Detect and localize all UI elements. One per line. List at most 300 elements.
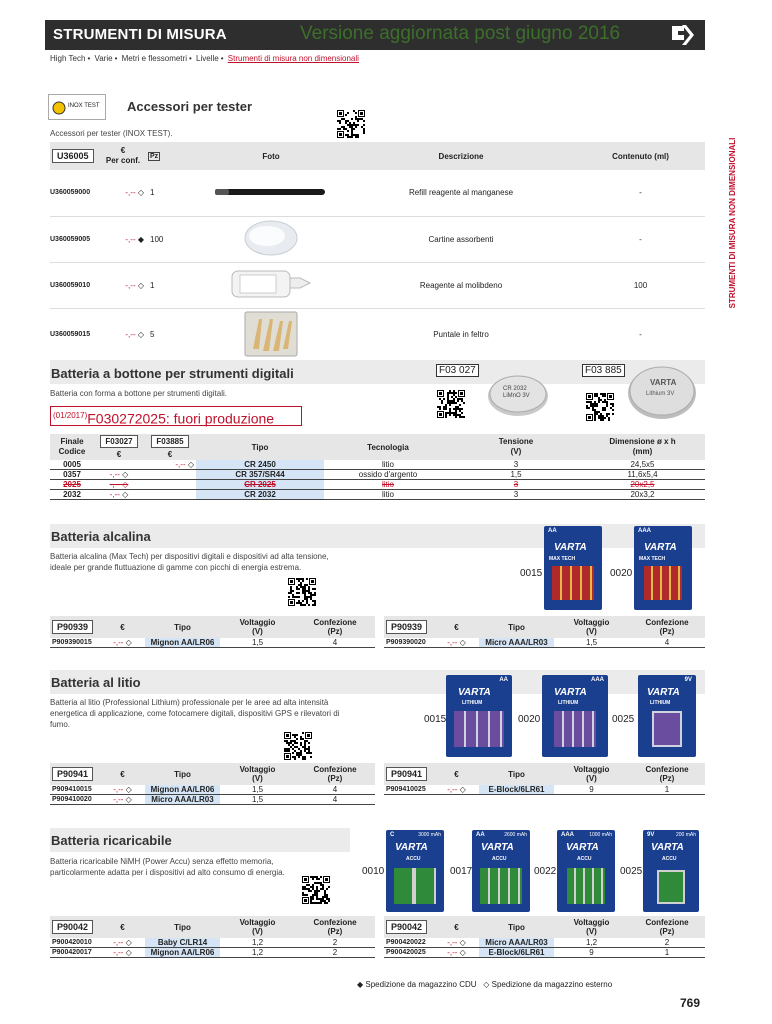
inox-test-logo	[48, 94, 106, 120]
ship-external-icon: ◇	[187, 460, 194, 469]
header-bar	[45, 20, 705, 50]
pack-qty: 4	[295, 638, 375, 648]
header-tipo: Tipo	[145, 916, 220, 938]
ship-external-icon: ◇	[125, 795, 132, 804]
header-euro: €	[100, 916, 145, 938]
pack-brand: VARTA	[481, 842, 514, 853]
varta-lithium-aa-package	[446, 675, 512, 757]
pack-size: AA	[548, 528, 557, 534]
table-row	[50, 490, 705, 500]
pack-qty: 1	[148, 170, 196, 216]
table-code-box: P90939	[52, 620, 93, 634]
header-finale: Finale	[60, 437, 84, 446]
article-code: 0357	[50, 470, 94, 480]
pack-brand: VARTA	[554, 687, 587, 698]
battery-type: Micro AAA/LR03	[145, 795, 220, 805]
batteries-graphic	[454, 711, 504, 747]
ship-external-icon: ◇	[459, 785, 466, 794]
discontinued-date: (01/2017)	[53, 411, 88, 420]
pack-size: 9V	[647, 832, 655, 838]
table-row	[50, 216, 705, 262]
article-code: P909410020	[50, 795, 100, 805]
item-content: -	[576, 170, 705, 216]
felt-tips-photo	[241, 309, 301, 359]
table-litio-2	[384, 763, 705, 795]
qr-code-icon[interactable]	[586, 393, 614, 421]
pack-subtitle: LITHIUM	[462, 700, 483, 706]
price: -,--	[113, 795, 124, 804]
table-row	[384, 638, 705, 648]
header-voltaggio-unit: (V)	[586, 927, 597, 936]
price: -,--	[125, 280, 136, 290]
version-note: Versione aggiornata post giugno 2016	[300, 23, 621, 44]
price: -,--	[447, 638, 458, 647]
batteries-graphic	[554, 711, 596, 747]
pack-qty: 4	[295, 785, 375, 795]
ship-external-icon: ◇	[459, 948, 466, 957]
variant-label: 0020	[610, 568, 633, 579]
pack-qty: 5	[148, 308, 196, 361]
ship-external-icon: ◇	[125, 948, 132, 957]
variant-label: 0022	[534, 866, 557, 877]
ship-external-icon: ◇	[137, 188, 144, 198]
header-dimensione-unit: (mm)	[632, 447, 653, 456]
item-content: -	[576, 308, 705, 361]
button-cell-photo-cr2032	[486, 372, 550, 418]
refill-tube-photo	[211, 186, 331, 198]
table-row	[50, 795, 375, 805]
shipping-legend	[357, 980, 612, 989]
product-image-label: F03 885	[582, 364, 625, 377]
header-euro: €	[120, 146, 126, 155]
price: -,--	[447, 948, 458, 957]
price: -,--	[113, 638, 124, 647]
header-confezione: Confezione	[313, 618, 357, 627]
pack-brand: VARTA	[651, 842, 684, 853]
pack-subtitle: LITHIUM	[650, 700, 671, 706]
header-confezione: Confezione	[313, 765, 357, 774]
header-tipo: Tipo	[479, 916, 554, 938]
header-codice: Codice	[58, 447, 86, 456]
item-description: Puntale in feltro	[346, 308, 576, 361]
section-title-accessori: Accessori per tester	[127, 99, 253, 114]
battery-type: CR 357/SR44	[196, 470, 324, 480]
header-descrizione: Descrizione	[346, 142, 576, 170]
item-description: Refill reagente al manganese	[346, 170, 576, 216]
ship-external-icon: ◇	[122, 480, 129, 489]
header-tecnologia: Tecnologia	[324, 434, 452, 460]
pack-capacity: 3000 mAh	[418, 832, 441, 838]
varta-maxtech-aaa-package	[634, 526, 692, 610]
breadcrumb-item[interactable]: Varie	[94, 54, 113, 63]
pack-capacity: 1000 mAh	[589, 832, 612, 838]
table-row	[384, 948, 705, 958]
battery-technology: ossido d'argento	[324, 470, 452, 480]
section-title-litio: Batteria al litio	[51, 675, 141, 690]
header-contenuto: Contenuto (ml)	[576, 142, 705, 170]
battery-type: Micro AAA/LR03	[479, 638, 554, 648]
side-tab-label: STRUMENTI DI MISURA NON DIMENSIONALI	[728, 137, 737, 309]
ship-external-icon: ◇	[459, 638, 466, 647]
battery-dimension: 20x2,5	[580, 480, 705, 490]
pack-brand: VARTA	[566, 842, 599, 853]
table-row	[50, 170, 705, 216]
battery-voltage: 1,5	[220, 795, 295, 805]
varta-accu-aaa-package	[557, 830, 615, 912]
pack-subtitle: ACCU	[406, 856, 421, 862]
pack-size: C	[390, 832, 395, 838]
battery-voltage: 1,5	[220, 785, 295, 795]
batteries-graphic	[657, 870, 685, 904]
article-code: P909410025	[384, 785, 434, 795]
header-tipo: Tipo	[145, 763, 220, 785]
pack-qty: 2	[629, 938, 705, 948]
table-row	[50, 938, 375, 948]
header-tensione-unit: (V)	[510, 447, 522, 456]
header-confezione-unit: (Pz)	[659, 774, 675, 783]
header-tipo: Tipo	[479, 616, 554, 638]
battery-technology: litio	[324, 480, 452, 490]
article-code: U360059000	[50, 170, 98, 216]
header-voltaggio: Voltaggio	[573, 618, 610, 627]
article-code: P909390015	[50, 638, 100, 648]
header-voltaggio: Voltaggio	[239, 918, 276, 927]
pack-subtitle: MAX TECH	[549, 556, 576, 562]
price: -,--	[125, 330, 136, 339]
legend-esterno: Spedizione da magazzino esterno	[491, 980, 613, 989]
table-code-box: P90042	[386, 920, 427, 934]
header-per-conf: Per conf.	[105, 156, 141, 165]
pack-size: AA	[499, 677, 508, 683]
pack-qty: 2	[295, 938, 375, 948]
qr-code-icon[interactable]	[288, 578, 316, 606]
ship-external-icon: ◇	[125, 638, 132, 647]
table-row	[50, 638, 375, 648]
battery-type: CR 2450	[196, 460, 324, 470]
pack-brand: VARTA	[395, 842, 428, 853]
price	[144, 490, 196, 500]
section-desc-ricaricabile: Batteria ricaricabile NiMH (Power Accu) senza effetto memoria, particolarmente adatta per i dispositivi ad alto consumo di energia.	[50, 857, 285, 877]
price	[94, 460, 144, 470]
legend-cdu: Spedizione da magazzino CDU	[365, 980, 477, 989]
pack-size: AAA	[591, 677, 604, 683]
article-code: U360059005	[50, 216, 98, 262]
table-ricaricabile-2	[384, 916, 705, 958]
header-confezione-unit: (Pz)	[659, 927, 675, 936]
table-bottone	[50, 434, 705, 500]
header-euro: €	[434, 616, 479, 638]
variant-label: 0017	[450, 866, 473, 877]
header-voltaggio-unit: (V)	[586, 774, 597, 783]
breadcrumb: High Tech • Varie • Metri e flessometri • Livelle • Strumenti di misura non dimensionali	[50, 54, 359, 63]
article-code: P900420017	[50, 948, 100, 958]
ship-external-icon: ◇	[122, 490, 129, 499]
header-confezione: Confezione	[313, 918, 357, 927]
header-confezione: Confezione	[645, 765, 689, 774]
price	[144, 480, 196, 490]
price: -,--	[125, 188, 136, 198]
variant-label: 0025	[620, 866, 643, 877]
table-code-box: U36005	[52, 149, 94, 163]
price: -,--	[109, 490, 120, 499]
article-code: U360059015	[50, 308, 98, 361]
battery-type: Baby C/LR14	[145, 938, 220, 948]
article-code: P900420022	[384, 938, 434, 948]
table-code-box: F03027	[100, 435, 137, 448]
header-confezione: Confezione	[645, 918, 689, 927]
table-alcalina-1	[50, 616, 375, 648]
battery-type: Mignon AA/LR06	[145, 638, 220, 648]
table-code-box: P90941	[52, 767, 93, 781]
battery-voltage: 3	[452, 480, 580, 490]
pack-qty: 1	[629, 785, 705, 795]
article-code: 2032	[50, 490, 94, 500]
pack-size: AA	[476, 832, 485, 838]
discontinued-notice	[50, 406, 302, 426]
ship-cdu-icon: ◆	[137, 234, 144, 244]
battery-voltage: 9	[554, 948, 629, 958]
header-tipo: Tipo	[196, 434, 324, 460]
battery-type: CR 2025	[196, 480, 324, 490]
header-confezione: Confezione	[645, 618, 689, 627]
pack-size: AAA	[638, 528, 651, 534]
table-row	[384, 785, 705, 795]
table-ricaricabile-1	[50, 916, 375, 958]
article-code: P900420025	[384, 948, 434, 958]
ship-cdu-icon: ◆	[357, 980, 364, 989]
pack-brand: VARTA	[644, 542, 677, 553]
varta-accu-c-package	[386, 830, 444, 912]
price: -,--	[113, 785, 124, 794]
varta-accu-9v-package	[643, 830, 699, 912]
price: -,--	[113, 948, 124, 957]
batteries-graphic	[652, 711, 682, 747]
pack-brand: VARTA	[458, 687, 491, 698]
table-code-box: P90941	[386, 767, 427, 781]
header-voltaggio-unit: (V)	[252, 627, 263, 636]
table-row	[50, 785, 375, 795]
ship-external-icon: ◇	[125, 938, 132, 947]
header-euro: €	[144, 448, 196, 460]
header-euro: €	[434, 916, 479, 938]
header-euro: €	[434, 763, 479, 785]
section-header-title: STRUMENTI DI MISURA	[53, 26, 227, 43]
absorbent-papers-photo	[241, 218, 301, 258]
section-title-ricaricabile: Batteria ricaricabile	[51, 833, 172, 848]
section-desc-accessori: Accessori per tester (INOX TEST).	[50, 129, 173, 138]
header-voltaggio: Voltaggio	[573, 765, 610, 774]
button-cell-photo-varta	[626, 363, 698, 421]
battery-type: Mignon AA/LR06	[145, 785, 220, 795]
cell-print: LiMnO 3V	[503, 393, 530, 399]
qr-code-icon[interactable]	[302, 876, 330, 904]
header-foto: Foto	[196, 142, 346, 170]
ship-external-icon: ◇	[137, 330, 144, 339]
battery-type: E-Block/6LR61	[479, 948, 554, 958]
pack-capacity: 200 mAh	[675, 832, 696, 838]
battery-technology: litio	[324, 490, 452, 500]
table-row	[50, 470, 705, 480]
varta-maxtech-aa-package	[544, 526, 602, 610]
batteries-graphic	[394, 868, 436, 904]
ship-external-icon: ◇	[122, 470, 129, 479]
varta-lithium-9v-package	[638, 675, 696, 757]
side-tab	[726, 118, 740, 328]
battery-dimension: 20x3,2	[580, 490, 705, 500]
reagent-bottle-photo	[226, 267, 316, 301]
pack-qty: 2	[295, 948, 375, 958]
pack-brand: VARTA	[647, 687, 680, 698]
pack-subtitle: ACCU	[492, 856, 507, 862]
header-voltaggio: Voltaggio	[239, 618, 276, 627]
battery-dimension: 24,5x5	[580, 460, 705, 470]
section-title-bottone: Batteria a bottone per strumenti digitali	[51, 366, 294, 381]
header-euro: €	[94, 448, 144, 460]
table-row-discontinued	[50, 480, 705, 490]
table-row	[384, 938, 705, 948]
page-number: 769	[679, 996, 700, 1010]
article-code: P909410015	[50, 785, 100, 795]
battery-voltage: 3	[452, 490, 580, 500]
header-voltaggio: Voltaggio	[573, 918, 610, 927]
header-confezione-unit: (Pz)	[327, 774, 343, 783]
article-code: P909390020	[384, 638, 434, 648]
price: -,--	[109, 480, 120, 489]
batteries-graphic	[552, 566, 594, 600]
breadcrumb-item[interactable]: High Tech	[50, 54, 86, 63]
item-description: Reagente al molibdeno	[346, 262, 576, 308]
pack-subtitle: LITHIUM	[558, 700, 579, 706]
battery-voltage: 1,2	[220, 948, 295, 958]
table-code-box: P90042	[52, 920, 93, 934]
pack-size: AAA	[561, 832, 574, 838]
variant-label: 0025	[612, 714, 635, 725]
item-description: Cartine assorbenti	[346, 216, 576, 262]
pack-qty: 1	[629, 948, 705, 958]
ship-external-icon: ◇	[459, 938, 466, 947]
pack-qty: 1	[148, 262, 196, 308]
pack-capacity: 2600 mAh	[504, 832, 527, 838]
battery-voltage: 9	[554, 785, 629, 795]
breadcrumb-item[interactable]: Livelle	[196, 54, 219, 63]
section-desc-bottone: Batteria con forma a bottone per strumenti digitali.	[50, 389, 227, 398]
table-litio-1	[50, 763, 375, 805]
price: -,--	[109, 470, 120, 479]
variant-label: 0010	[362, 866, 385, 877]
battery-voltage: 1,5	[452, 470, 580, 480]
pack-subtitle: ACCU	[662, 856, 677, 862]
price: -,--	[447, 938, 458, 947]
pack-size: 9V	[684, 677, 692, 683]
qr-code-icon[interactable]	[437, 390, 465, 418]
product-image-label: F03 027	[436, 364, 479, 377]
pack-qty: 100	[148, 216, 196, 262]
battery-voltage: 3	[452, 460, 580, 470]
header-pz: Pz	[150, 153, 159, 160]
battery-voltage: 1,5	[220, 638, 295, 648]
price	[144, 470, 196, 480]
breadcrumb-current[interactable]: Strumenti di misura non dimensionali	[227, 54, 359, 63]
discontinued-text: F030272025: fuori produzione	[87, 410, 275, 427]
header-tensione: Tensione	[498, 437, 534, 446]
ship-external-icon: ◇	[125, 785, 132, 794]
battery-dimension: 11,6x5,4	[580, 470, 705, 480]
header-euro: €	[100, 616, 145, 638]
cell-print: Lithium 3V	[646, 391, 675, 397]
cell-print: VARTA	[650, 378, 677, 387]
breadcrumb-item[interactable]: Metri e flessometri	[121, 54, 187, 63]
header-euro: €	[100, 763, 145, 785]
varta-lithium-aaa-package	[542, 675, 608, 757]
batteries-graphic	[480, 868, 522, 904]
calipers-logo-icon	[669, 22, 699, 48]
pack-subtitle: ACCU	[577, 856, 592, 862]
header-voltaggio-unit: (V)	[252, 927, 263, 936]
brand-logo-icon	[52, 101, 66, 115]
table-code-box: P90939	[386, 620, 427, 634]
header-dimensione: Dimensione ø x h	[609, 437, 676, 446]
section-desc-litio: Batteria al litio (Professional Lithium) professionale per le aree ad alta intensità energetica di applicazione, come fotocamere digitali, dispositivi GPS e rilevatori di fumo.	[50, 698, 340, 729]
article-code: P900420010	[50, 938, 100, 948]
pack-qty: 4	[295, 795, 375, 805]
article-code: 2025	[50, 480, 94, 490]
header-voltaggio-unit: (V)	[252, 774, 263, 783]
battery-voltage: 1,2	[554, 938, 629, 948]
variant-label: 0020	[518, 714, 541, 725]
item-content: 100	[576, 262, 705, 308]
header-voltaggio: Voltaggio	[239, 765, 276, 774]
batteries-graphic	[567, 868, 605, 904]
header-voltaggio-unit: (V)	[586, 627, 597, 636]
table-row	[50, 948, 375, 958]
brand-logo-text: INOX TEST	[68, 103, 100, 109]
price: -,--	[447, 785, 458, 794]
variant-label: 0015	[424, 714, 447, 725]
battery-type: Mignon AA/LR06	[145, 948, 220, 958]
pack-subtitle: MAX TECH	[639, 556, 666, 562]
variant-label: 0015	[520, 568, 543, 579]
article-code: U360059010	[50, 262, 98, 308]
pack-qty: 4	[629, 638, 705, 648]
item-content: -	[576, 216, 705, 262]
header-confezione-unit: (Pz)	[659, 627, 675, 636]
table-row	[50, 308, 705, 361]
table-accessori	[50, 142, 705, 362]
qr-code-icon[interactable]	[284, 732, 312, 760]
pack-brand: VARTA	[554, 542, 587, 553]
header-tipo: Tipo	[479, 763, 554, 785]
table-row	[50, 262, 705, 308]
price: -,--	[113, 938, 124, 947]
table-alcalina-2	[384, 616, 705, 648]
section-title-alcalina: Batteria alcalina	[51, 529, 151, 544]
cell-print: CR 2032	[503, 386, 527, 392]
article-code: 0005	[50, 460, 94, 470]
price: -,--	[175, 460, 186, 469]
section-desc-alcalina: Batteria alcalina (Max Tech) per dispositivi digitali e dispositivi ad alta tensione, ideale per grande fluttuazione di gamme con picchi di energia estrema.	[50, 552, 329, 572]
header-tipo: Tipo	[145, 616, 220, 638]
battery-voltage: 1,2	[220, 938, 295, 948]
battery-technology: litio	[324, 460, 452, 470]
header-confezione-unit: (Pz)	[327, 927, 343, 936]
qr-code-icon[interactable]	[337, 110, 365, 138]
price: -,--	[125, 234, 136, 244]
ship-external-icon: ◇	[483, 980, 490, 989]
battery-type: E-Block/6LR61	[479, 785, 554, 795]
battery-type: CR 2032	[196, 490, 324, 500]
batteries-graphic	[644, 566, 682, 600]
varta-accu-aa-package	[472, 830, 530, 912]
